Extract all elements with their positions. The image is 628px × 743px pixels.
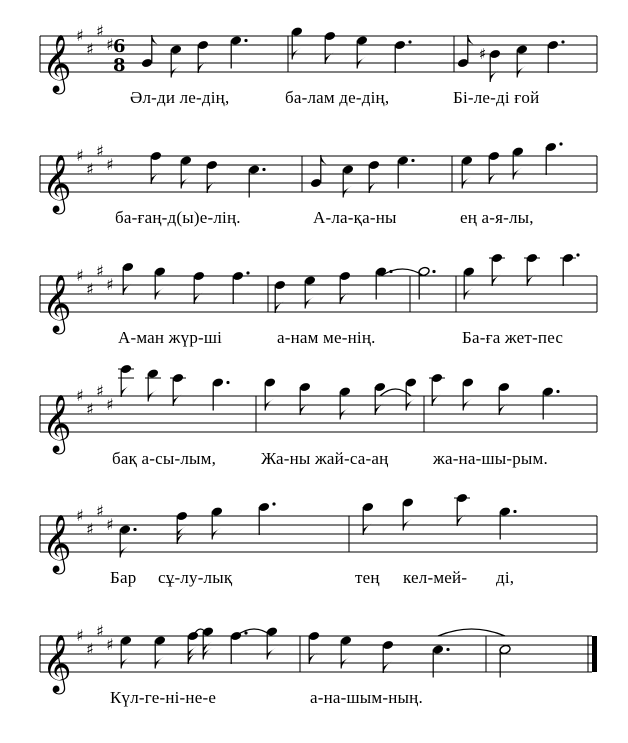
lyric-2-2: А-ла-қа-ны bbox=[313, 208, 397, 227]
sharp-icon: ♯ bbox=[76, 146, 84, 165]
accidental-sharp-icon: ♯ bbox=[479, 45, 487, 63]
sharp-icon: ♯ bbox=[106, 275, 114, 294]
sharp-icon: ♯ bbox=[86, 639, 94, 659]
sharp-icon: ♯ bbox=[106, 635, 114, 654]
lyric-5-2: сұ-лу-лық bbox=[158, 568, 233, 587]
note-flag bbox=[203, 642, 212, 654]
tie-slur bbox=[381, 269, 424, 276]
lyric-4-2: Жа-ны жай-са-аң bbox=[261, 449, 389, 468]
sharp-icon: ♯ bbox=[106, 35, 114, 54]
augmentation-dot bbox=[559, 142, 562, 145]
augmentation-dot bbox=[272, 502, 275, 505]
lyric-6-2: а-на-шым-ның. bbox=[310, 688, 423, 707]
sharp-icon: ♯ bbox=[96, 501, 104, 521]
sharp-icon: ♯ bbox=[86, 279, 94, 299]
lyric-5-4: кел-мей- bbox=[403, 568, 468, 587]
time-signature-denominator: 8 bbox=[113, 55, 126, 76]
sharp-icon: ♯ bbox=[86, 519, 94, 539]
lyric-5-1: Бар bbox=[110, 568, 137, 587]
lyric-6-1: Күл-ге-ні-не-е bbox=[110, 688, 217, 707]
tie-slur bbox=[438, 629, 505, 636]
sharp-icon: ♯ bbox=[106, 155, 114, 174]
staff-system-2 bbox=[40, 142, 597, 216]
treble-clef-icon: 𝄞 bbox=[42, 154, 72, 212]
note-flag bbox=[188, 646, 197, 658]
augmentation-dot bbox=[432, 270, 435, 273]
sharp-icon: ♯ bbox=[86, 159, 94, 179]
lyric-2-1: ба-ғаң-д(ы)е-лің. bbox=[115, 208, 241, 227]
sharp-icon: ♯ bbox=[106, 395, 114, 414]
lyric-2-3: ең а-я-лы, bbox=[460, 208, 534, 227]
staff-system-4 bbox=[40, 364, 597, 455]
sharp-icon: ♯ bbox=[96, 621, 104, 641]
lyric-1-1: Әл-ди ле-дің, bbox=[130, 88, 230, 107]
sharp-icon: ♯ bbox=[76, 266, 84, 285]
sharp-icon: ♯ bbox=[86, 399, 94, 419]
sharp-icon: ♯ bbox=[96, 141, 104, 161]
treble-clef-icon: 𝄞 bbox=[42, 634, 72, 692]
augmentation-dot bbox=[244, 39, 247, 42]
sharp-icon: ♯ bbox=[106, 515, 114, 534]
note-flag bbox=[177, 526, 186, 538]
lyric-5-3: тең bbox=[355, 568, 380, 587]
final-barline-thick bbox=[592, 636, 597, 672]
augmentation-dot bbox=[133, 528, 136, 531]
augmentation-dot bbox=[244, 631, 247, 634]
sharp-icon: ♯ bbox=[96, 381, 104, 401]
treble-clef-icon: 𝄞 bbox=[42, 274, 72, 332]
staff-system-1 bbox=[40, 22, 597, 96]
augmentation-dot bbox=[513, 510, 516, 513]
augmentation-dot bbox=[246, 271, 249, 274]
augmentation-dot bbox=[411, 159, 414, 162]
staff-system-3 bbox=[40, 253, 597, 335]
augmentation-dot bbox=[561, 40, 564, 43]
augmentation-dot bbox=[226, 381, 229, 384]
lyric-4-1: бақ а-сы-лым, bbox=[112, 449, 217, 468]
staff-system-5 bbox=[40, 493, 597, 575]
lyric-3-3: Ба-ға жет-пес bbox=[462, 328, 564, 347]
treble-clef-icon: 𝄞 bbox=[42, 394, 72, 452]
lyric-4-3: жа-на-шы-рым. bbox=[433, 449, 548, 468]
lyric-3-1: А-ман жүр-ші bbox=[118, 328, 223, 347]
augmentation-dot bbox=[556, 390, 559, 393]
treble-clef-icon: 𝄞 bbox=[42, 34, 72, 92]
lyric-5-5: ді, bbox=[496, 568, 515, 587]
lyric-1-3: Бі-ле-ді ғой bbox=[453, 88, 540, 107]
sharp-icon: ♯ bbox=[76, 626, 84, 645]
augmentation-dot bbox=[262, 168, 265, 171]
augmentation-dot bbox=[576, 253, 579, 256]
lyric-1-2: ба-лам де-дің, bbox=[285, 88, 390, 107]
treble-clef-icon: 𝄞 bbox=[42, 514, 72, 572]
note-flag bbox=[121, 385, 130, 397]
lyric-3-2: а-нам ме-нің. bbox=[277, 328, 376, 347]
sharp-icon: ♯ bbox=[76, 506, 84, 525]
augmentation-dot bbox=[408, 40, 411, 43]
staff-system-6 bbox=[40, 622, 597, 696]
time-signature-numerator: 6 bbox=[113, 36, 126, 57]
sharp-icon: ♯ bbox=[96, 261, 104, 281]
sharp-icon: ♯ bbox=[86, 39, 94, 59]
sharp-icon: ♯ bbox=[96, 21, 104, 41]
sharp-icon: ♯ bbox=[76, 386, 84, 405]
sharp-icon: ♯ bbox=[76, 26, 84, 45]
augmentation-dot bbox=[446, 648, 449, 651]
